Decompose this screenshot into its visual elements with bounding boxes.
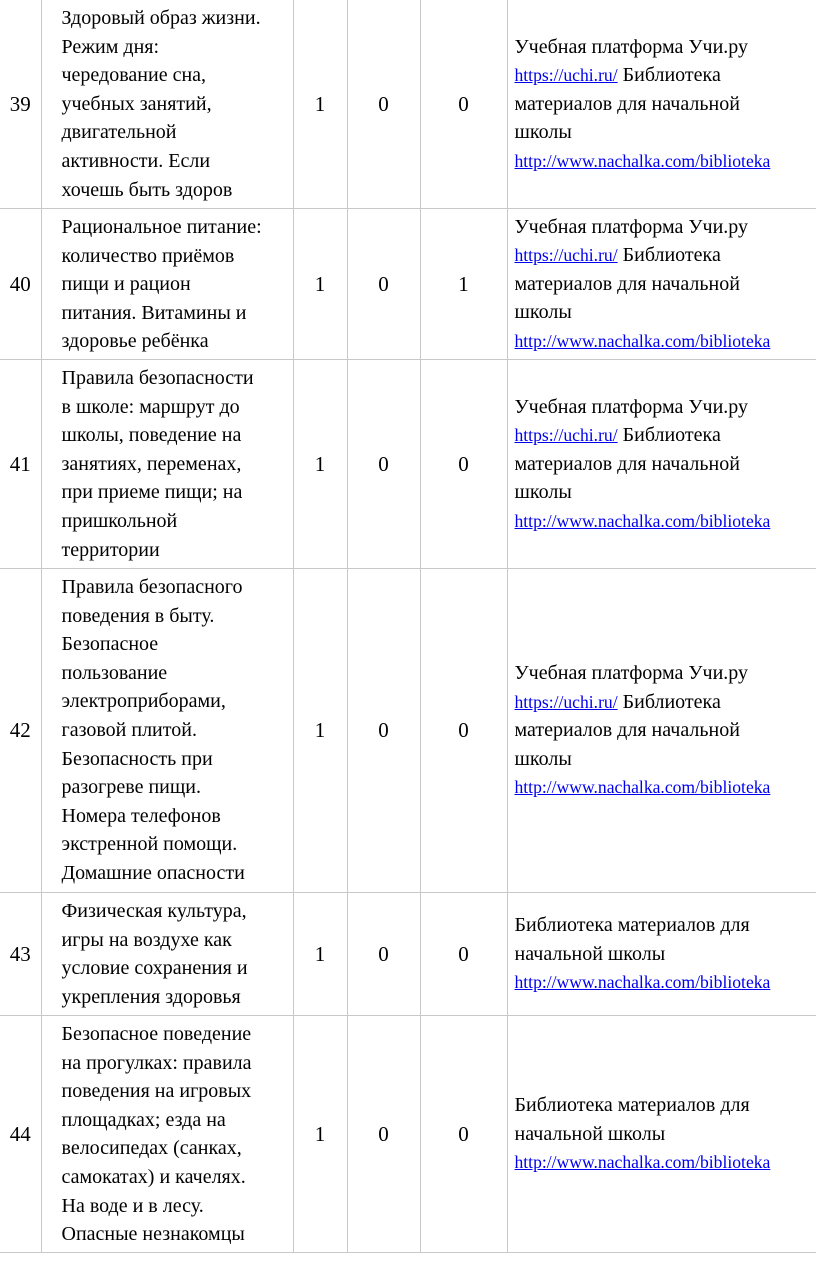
resource-text: Учебная платформа Учи.ру xyxy=(514,395,749,418)
topic-line: пищи и рацион xyxy=(61,273,191,296)
resource-line xyxy=(515,773,816,802)
resource-line xyxy=(515,968,816,997)
topic-line: чередование сна, xyxy=(61,64,207,87)
table-row xyxy=(0,1016,816,1253)
hours-total: 1 xyxy=(293,209,347,360)
resource-line xyxy=(515,688,816,717)
hours-practice: 0 xyxy=(420,1016,507,1253)
topic-line: площадках; езда на xyxy=(61,1108,226,1131)
resource-line xyxy=(515,61,816,90)
hours-total: 1 xyxy=(293,893,347,1016)
hours-total: 1 xyxy=(293,569,347,893)
topic-line: На воде и в лесу. xyxy=(61,1194,204,1217)
resource-line xyxy=(515,1148,816,1177)
resource-text: школы xyxy=(514,747,572,770)
nachalka-link[interactable]: http://www.nachalka.com/biblioteka xyxy=(514,330,771,351)
hours-control: 0 xyxy=(347,360,420,569)
hours-control: 0 xyxy=(347,209,420,360)
digital-resources xyxy=(507,0,816,209)
digital-resources xyxy=(507,209,816,360)
topic-line: Рациональное питание: xyxy=(61,216,262,238)
digital-resources xyxy=(507,360,816,569)
table-row xyxy=(0,209,816,360)
topic-line: Правила безопасного xyxy=(61,576,243,598)
resource-line xyxy=(515,421,816,450)
resource-text: материалов для начальной xyxy=(514,452,740,475)
nachalka-link[interactable]: http://www.nachalka.com/biblioteka xyxy=(514,1152,771,1173)
hours-control: 0 xyxy=(347,0,420,209)
lesson-topic xyxy=(41,1016,293,1253)
resource-text: Библиотека xyxy=(617,244,721,267)
hours-practice: 0 xyxy=(420,569,507,893)
topic-line: укрепления здоровья xyxy=(61,985,241,1008)
resource-text: материалов для начальной xyxy=(514,92,740,115)
topic-line: условие сохранения и xyxy=(61,957,248,980)
topic-line: Номера телефонов xyxy=(61,804,221,827)
hours-total: 1 xyxy=(293,360,347,569)
lesson-topic xyxy=(41,209,293,360)
nachalka-link[interactable]: http://www.nachalka.com/biblioteka xyxy=(514,777,771,798)
lesson-topic xyxy=(41,893,293,1016)
topic-line: в школе: маршрут до xyxy=(61,395,240,418)
hours-practice: 0 xyxy=(420,360,507,569)
lesson-number: 41 xyxy=(0,360,41,569)
topic-line: поведения на игровых xyxy=(61,1080,252,1103)
resource-text: Библиотека материалов для xyxy=(514,1094,750,1117)
resource-line xyxy=(515,327,816,356)
table-row xyxy=(0,893,816,1016)
topic-line: Правила безопасности xyxy=(61,367,254,389)
table-row xyxy=(0,0,816,209)
topic-line: экстренной помощи. xyxy=(61,833,238,856)
table-row xyxy=(0,569,816,893)
topic-line: хочешь быть здоров xyxy=(61,178,233,201)
resource-text: школы xyxy=(514,481,572,504)
topic-line: количество приёмов xyxy=(61,244,235,267)
topic-line: занятиях, переменах, xyxy=(61,452,242,475)
lesson-topic xyxy=(41,0,293,209)
resource-text: школы xyxy=(514,121,572,144)
lesson-topic xyxy=(41,569,293,893)
resource-text: Библиотека xyxy=(617,64,721,87)
topic-line: территории xyxy=(61,538,160,561)
hours-practice: 0 xyxy=(420,0,507,209)
resource-text: Учебная платформа Учи.ру xyxy=(514,215,749,238)
resource-text: Библиотека xyxy=(617,690,721,713)
hours-total: 1 xyxy=(293,0,347,209)
nachalka-link[interactable]: http://www.nachalka.com/biblioteka xyxy=(514,150,771,171)
lesson-number: 42 xyxy=(0,569,41,893)
topic-line: Безопасное xyxy=(61,633,159,656)
hours-total: 1 xyxy=(293,1016,347,1253)
lesson-number: 40 xyxy=(0,209,41,360)
topic-line: учебных занятий, xyxy=(61,92,212,115)
table-row xyxy=(0,360,816,569)
lesson-number: 44 xyxy=(0,1016,41,1253)
topic-line: Физическая культура, xyxy=(61,900,247,922)
topic-line: разогреве пищи. xyxy=(61,776,201,799)
topic-line: активности. Если xyxy=(61,149,211,172)
resource-text: материалов для начальной xyxy=(514,719,740,742)
resource-text: школы xyxy=(514,301,572,324)
topic-line: поведения в быту. xyxy=(61,604,215,627)
topic-line: газовой плитой. xyxy=(61,718,197,741)
topic-line: велосипедах (санках, xyxy=(61,1137,242,1160)
hours-practice: 0 xyxy=(420,893,507,1016)
uchi-link[interactable]: https://uchi.ru/ xyxy=(514,65,618,86)
resource-text: Учебная платформа Учи.ру xyxy=(514,662,749,685)
nachalka-link[interactable]: http://www.nachalka.com/biblioteka xyxy=(514,510,771,531)
digital-resources xyxy=(507,893,816,1016)
topic-line: самокатах) и качелях. xyxy=(61,1165,246,1188)
topic-line: Безопасность при xyxy=(61,747,213,770)
hours-practice: 1 xyxy=(420,209,507,360)
lesson-number: 39 xyxy=(0,0,41,209)
nachalka-link[interactable]: http://www.nachalka.com/biblioteka xyxy=(514,972,771,993)
resource-text: материалов для начальной xyxy=(514,272,740,295)
resource-line xyxy=(515,507,816,536)
topic-line: школы, поведение на xyxy=(61,424,242,447)
uchi-link[interactable]: https://uchi.ru/ xyxy=(514,425,618,446)
topic-line: при приеме пищи; на xyxy=(61,481,243,504)
topic-line: двигательной xyxy=(61,121,177,144)
topic-line: Здоровый образ жизни. xyxy=(61,7,261,29)
topic-line: Безопасное поведение xyxy=(61,1023,252,1045)
uchi-link[interactable]: https://uchi.ru/ xyxy=(514,245,618,266)
topic-line: пришкольной xyxy=(61,509,178,532)
topic-line: Домашние опасности xyxy=(61,861,245,884)
resource-text: начальной школы xyxy=(514,942,666,965)
topic-line: на прогулках: правила xyxy=(61,1051,252,1074)
uchi-link[interactable]: https://uchi.ru/ xyxy=(514,691,618,712)
topic-line: Режим дня: xyxy=(61,35,160,58)
resource-text: Библиотека xyxy=(617,424,721,447)
topic-line: игры на воздухе как xyxy=(61,928,232,951)
lesson-topic xyxy=(41,360,293,569)
topic-line: Опасные незнакомцы xyxy=(61,1223,245,1246)
hours-control: 0 xyxy=(347,1016,420,1253)
digital-resources xyxy=(507,1016,816,1253)
topic-line: электроприборами, xyxy=(61,690,226,713)
hours-control: 0 xyxy=(347,893,420,1016)
digital-resources xyxy=(507,569,816,893)
lesson-number: 43 xyxy=(0,893,41,1016)
resource-text: Библиотека материалов для xyxy=(514,914,750,937)
topic-line: питания. Витамины и xyxy=(61,301,247,324)
resource-text: начальной школы xyxy=(514,1122,666,1145)
resource-line xyxy=(515,241,816,270)
hours-control: 0 xyxy=(347,569,420,893)
topic-line: здоровье ребёнка xyxy=(61,330,209,353)
topic-line: пользование xyxy=(61,661,168,684)
resource-text: Учебная платформа Учи.ру xyxy=(514,35,749,58)
resource-line xyxy=(515,147,816,176)
